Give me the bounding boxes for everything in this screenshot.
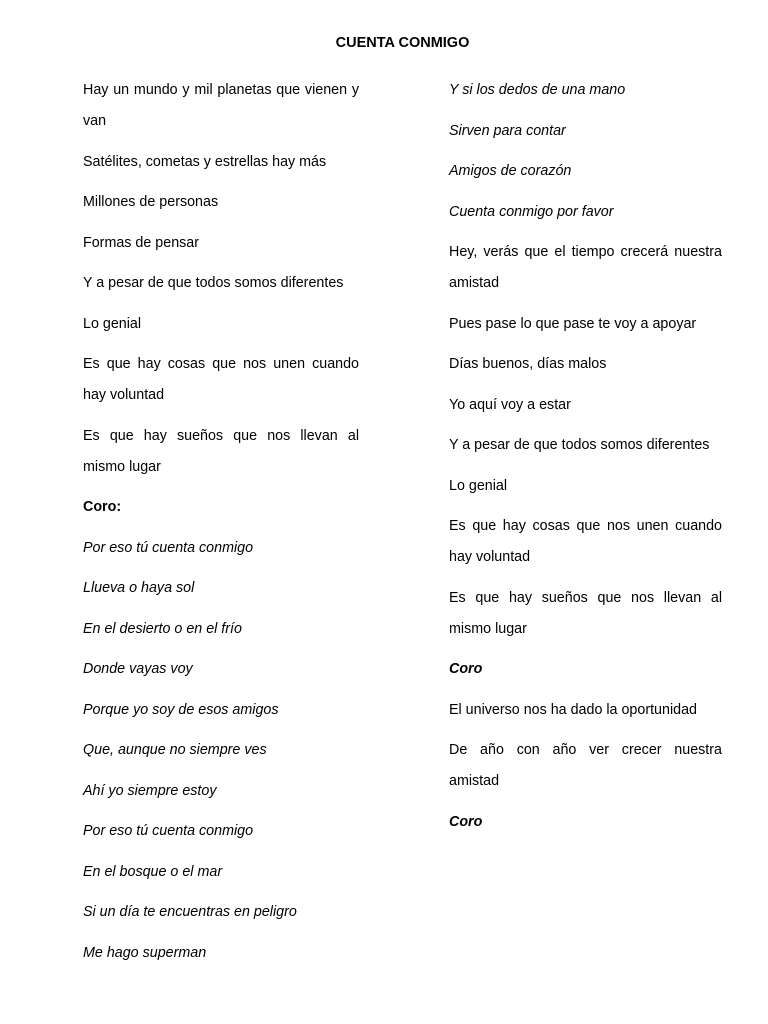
chorus-label: Coro: [83,499,122,515]
lyric-line: Llueva o haya sol [83,580,195,596]
page-title: CUENTA CONMIGO [335,35,470,51]
lyric-line: El universo nos ha dado la oportunidad [449,701,697,718]
lyrics-left-column [83,75,359,978]
lyric-line: Yo aquí voy a estar [449,396,571,413]
lyric-line: Y si los dedos de una mano [449,82,626,98]
lyric-line: Y a pesar de que todos somos diferentes [83,275,344,291]
lyric-line: Si un día te encuentras en peligro [83,904,297,920]
lyric-line: En el desierto o en el frío [83,620,242,637]
lyric-line: Hey, verás que el tiempo crecerá nuestra amistad [449,244,722,291]
lyric-line: Por eso tú cuenta conmigo [83,539,254,556]
lyric-line: Y a pesar de que todos somos diferentes [449,437,710,453]
lyric-line: Me hago superman [83,944,207,961]
lyric-line: Formas de pensar [83,234,200,251]
lyric-line: En el bosque o el mar [83,863,223,880]
lyric-line: Que, aunque no siempre ves [83,742,267,758]
lyric-line: Lo genial [449,477,508,494]
lyric-line: Sirven para contar [449,122,566,139]
lyric-line: Es que hay sueños que nos llevan al mismo lugar [449,589,722,637]
lyric-line: Pues pase lo que pase te voy a apoyar [449,315,697,332]
lyric-line: De año con año ver crecer nuestra amistad [449,742,722,789]
lyric-line: Donde vayas voy [83,661,193,677]
chorus-label: Coro [449,661,483,677]
lyric-line: Ahí yo siempre estoy [83,782,217,799]
lyric-line: Amigos de corazón [449,163,572,179]
lyric-line: Hay un mundo y mil planetas que vienen y van [83,82,359,129]
lyric-line: Millones de personas [83,194,219,210]
chorus-label: Coro [449,813,483,830]
lyric-line: Es que hay cosas que nos unen cuando hay voluntad [449,518,722,565]
lyrics-right-column [449,75,722,847]
lyric-line: Satélites, cometas y estrellas hay más [83,153,327,170]
lyric-line: Porque yo soy de esos amigos [83,701,279,718]
lyric-line: Por eso tú cuenta conmigo [83,823,254,839]
lyric-line: Lo genial [83,315,142,332]
lyric-line: Es que hay cosas que nos unen cuando hay voluntad [83,356,359,403]
lyric-line: Es que hay sueños que nos llevan al mismo lugar [83,427,359,475]
lyric-line: Cuenta conmigo por favor [449,203,614,220]
lyric-line: Días buenos, días malos [449,356,607,372]
